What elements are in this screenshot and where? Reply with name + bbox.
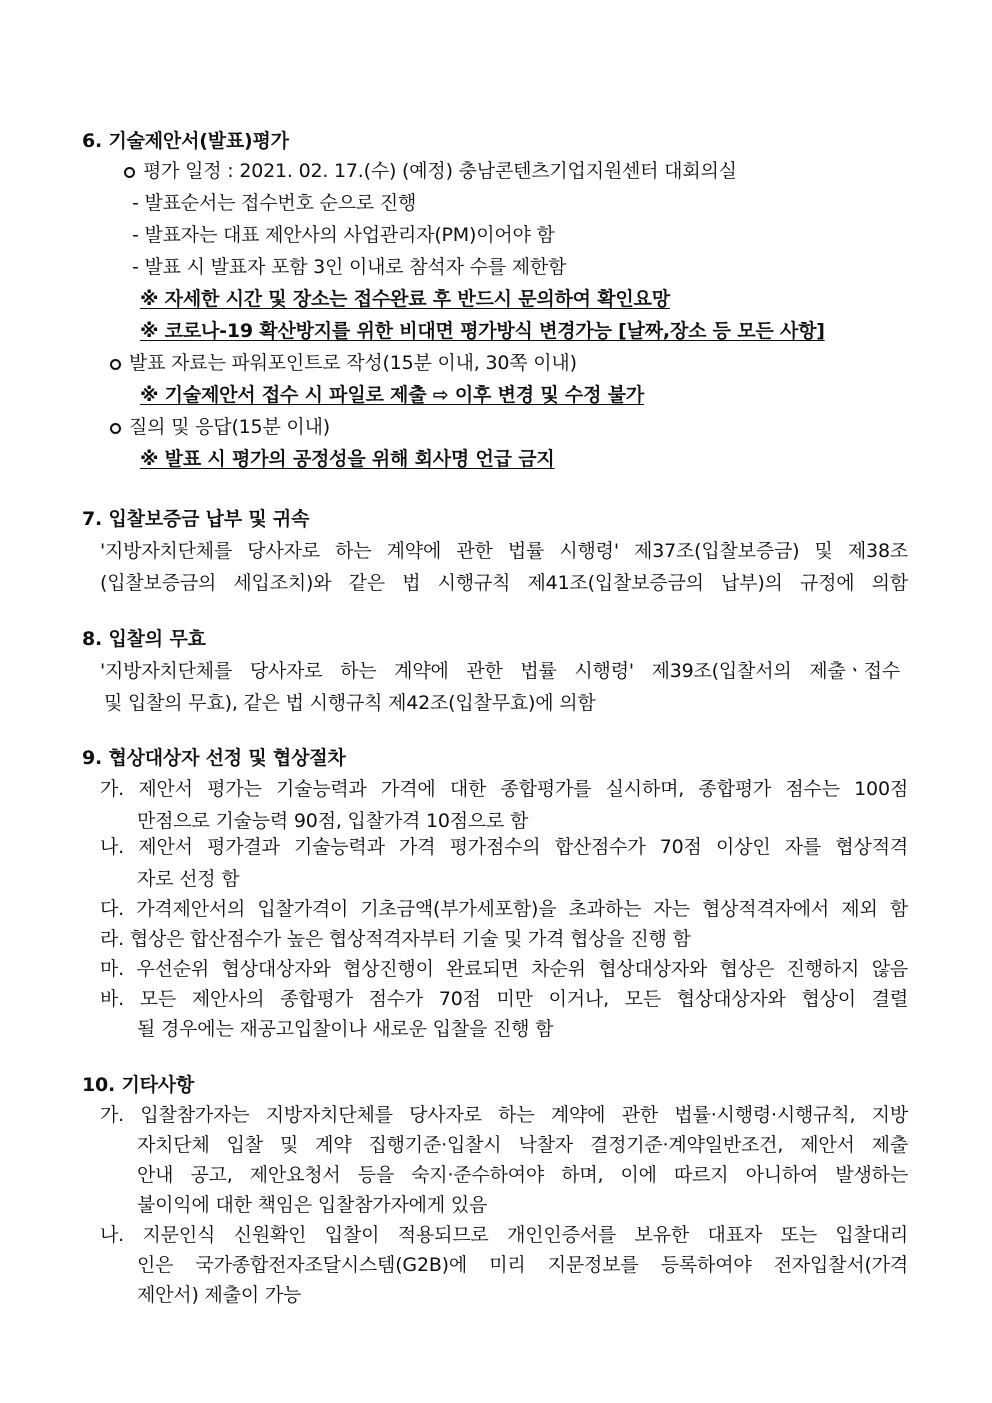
schedule-text: 평가 일정 : 2021. 02. 17.(수) (예정) 충남콘텐츠기업지원센터 대회의실 bbox=[143, 160, 737, 182]
item-ba-line2: 될 경우에는 재공고입찰이나 새로운 입찰을 진행 함 bbox=[137, 1018, 554, 1040]
note-confirm-time: ※ 자세한 시간 및 장소는 접수완료 후 반드시 문의하여 확인요망 bbox=[140, 288, 670, 310]
circle-bullet-icon bbox=[124, 167, 135, 178]
section-8-paragraph-line1: '지방자치단체를 당사자로 하는 계약에 관한 법률 시행령' 제39조(입찰서의 제출ㆍ접수 bbox=[100, 660, 900, 682]
etc-ga-line2: 자치단체 입찰 및 계약 집행기준·입찰시 낙찰자 결정기준·계약일반조건, 제안서 제출 bbox=[137, 1134, 908, 1156]
etc-na-line2: 인은 국가종합전자조달시스템(G2B)에 미리 지문정보를 등록하여야 전자입찰서(가격 bbox=[137, 1254, 908, 1276]
materials-text: 발표 자료는 파워포인트로 작성(15분 이내, 30쪽 이내) bbox=[129, 352, 577, 374]
qa-text: 질의 및 응답(15분 이내) bbox=[129, 416, 330, 438]
item-na-line1: 나. 제안서 평가결과 기술능력과 가격 평가점수의 합산점수가 70점 이상인 자를 협상적격 bbox=[100, 836, 908, 858]
item-ra-line1: 라. 협상은 합산점수가 높은 협상적격자부터 기술 및 가격 협상을 진행 함 bbox=[100, 928, 691, 950]
etc-ga-line4: 불이익에 대한 책임은 입찰참가자에게 있음 bbox=[137, 1194, 488, 1216]
section-9-heading: 9. 협상대상자 선정 및 협상절차 bbox=[82, 747, 346, 769]
section-7-heading: 7. 입찰보증금 납부 및 귀속 bbox=[82, 508, 310, 530]
item-ga-line1: 가. 제안서 평가는 기술능력과 가격에 대한 종합평가를 실시하며, 종합평가 점수는 100점 bbox=[100, 778, 908, 800]
section-7-paragraph-line1: '지방자치단체를 당사자로 하는 계약에 관한 법률 시행령' 제37조(입찰보증금) 및 제38조 bbox=[100, 540, 908, 562]
section-8-paragraph-line2: 및 입찰의 무효), 같은 법 시행규칙 제42조(입찰무효)에 의함 bbox=[104, 692, 596, 714]
note-covid: ※ 코로나-19 확산방지를 위한 비대면 평가방식 변경가능 [날짜,장소 등 모든 사항] bbox=[140, 320, 825, 342]
etc-na-line3: 제안서) 제출이 가능 bbox=[137, 1284, 302, 1306]
etc-ga-line1: 가. 입찰참가자는 지방자치단체를 당사자로 하는 계약에 관한 법률·시행령·시행규칙, 지방 bbox=[100, 1104, 908, 1126]
detail-attendees: - 발표 시 발표자 포함 3인 이내로 참석자 수를 제한함 bbox=[132, 256, 567, 278]
etc-na-line1: 나. 지문인식 신원확인 입찰이 적용되므로 개인인증서를 보유한 대표자 또는 입찰대리 bbox=[100, 1224, 908, 1246]
detail-presenter: - 발표자는 대표 제안사의 사업관리자(PM)이어야 함 bbox=[132, 224, 555, 246]
item-na-line2: 자로 선정 함 bbox=[137, 868, 240, 890]
section-7-paragraph-line2: (입찰보증금의 세입조치)와 같은 법 시행규칙 제41조(입찰보증금의 납부)의 규정에 의함 bbox=[100, 572, 908, 594]
item-ga-line2: 만점으로 기술능력 90점, 입찰가격 10점으로 함 bbox=[137, 810, 529, 832]
materials-item bbox=[110, 350, 577, 376]
note-company-name: ※ 발표 시 평가의 공정성을 위해 회사명 언급 금지 bbox=[140, 448, 555, 470]
detail-order: - 발표순서는 접수번호 순으로 진행 bbox=[132, 192, 417, 214]
qa-item bbox=[110, 414, 330, 440]
section-6-heading: 6. 기술제안서(발표)평가 bbox=[82, 130, 289, 152]
section-8-heading: 8. 입찰의 무효 bbox=[82, 628, 206, 650]
note-file-submit: ※ 기술제안서 접수 시 파일로 제출 ⇨ 이후 변경 및 수정 불가 bbox=[140, 384, 644, 406]
item-ma-line1: 마. 우선순위 협상대상자와 협상진행이 완료되면 차순위 협상대상자와 협상은 진행하지 않음 bbox=[100, 958, 908, 980]
etc-ga-line3: 안내 공고, 제안요청서 등을 숙지·준수하여야 하며, 이에 따르지 아니하여 발생하는 bbox=[137, 1164, 908, 1186]
circle-bullet-icon bbox=[110, 423, 121, 434]
item-ba-line1: 바. 모든 제안사의 종합평가 점수가 70점 미만 이거나, 모든 협상대상자와 협상이 결렬 bbox=[100, 988, 908, 1010]
schedule-item bbox=[124, 158, 737, 184]
section-10-heading: 10. 기타사항 bbox=[82, 1074, 195, 1096]
item-da-line1: 다. 가격제안서의 입찰가격이 기초금액(부가세포함)을 초과하는 자는 협상적격자에서 제외 함 bbox=[100, 898, 908, 920]
circle-bullet-icon bbox=[110, 359, 121, 370]
